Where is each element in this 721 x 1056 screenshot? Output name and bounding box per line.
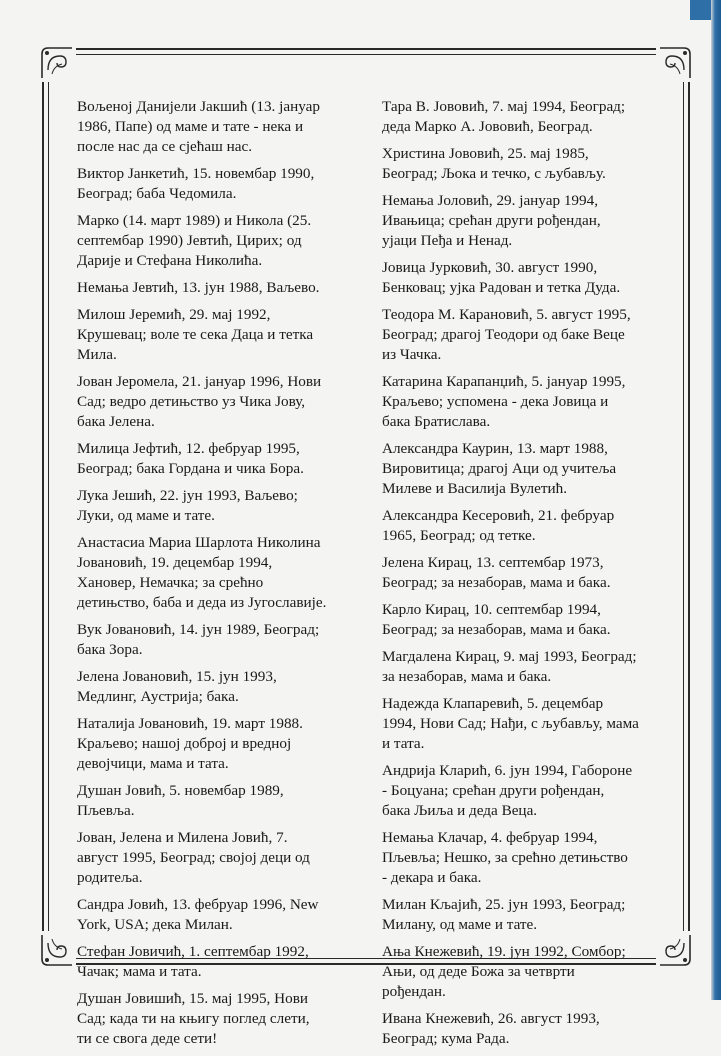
entry-line: ујаци Пеђа и Ненад.	[382, 232, 513, 250]
entry-line: Јован, Јелена и Милена Јовић, 7.	[77, 829, 288, 846]
entry-line: бака Јелена.	[77, 413, 155, 431]
dedication-entry	[77, 164, 373, 204]
entry-line: из Чачка.	[382, 346, 442, 364]
dedication-entry	[382, 828, 672, 889]
page-edge	[711, 0, 721, 1000]
corner-ornament-icon	[38, 44, 76, 82]
entry-line: Александра Каурин, 13. март 1988,	[382, 440, 608, 458]
dedication-entry	[382, 258, 672, 298]
entry-line: Вољеној Данијели Јакшић (13. јануар	[77, 98, 320, 115]
entry-line: Сад; када ти на књигу поглед слети,	[77, 1010, 310, 1028]
dedication-entry	[382, 694, 672, 755]
dedication-entry	[382, 191, 672, 252]
entry-line: Карло Кирац, 10. септембар 1994,	[382, 600, 601, 618]
entry-line: Немања Клачар, 4. фебруар 1994,	[382, 829, 598, 846]
entry-line: Луки, од маме и тате.	[77, 507, 215, 525]
entry-line: Јовановић, 19. децембар 1994,	[77, 554, 273, 572]
entry-line: Немања Јевтић, 13. јун 1988, Ваљево.	[77, 279, 320, 297]
dedication-entry	[77, 211, 373, 272]
dedication-entry	[77, 97, 373, 158]
entry-line: Ањи, од деде Божа за четврти	[382, 963, 575, 981]
entry-line: Надежда Клапаревић, 5. децембар	[382, 694, 604, 712]
entry-line: Јован Јеромела, 21. јануар 1996, Нови	[77, 372, 322, 390]
entry-line: бака Братислава.	[382, 413, 491, 431]
left-column	[77, 97, 373, 1056]
dedication-entry	[77, 895, 373, 935]
entry-line: Милеве и Василија Вулетић.	[382, 480, 568, 498]
entry-line: Катарина Карапанџић, 5. јануар 1995,	[382, 372, 626, 390]
dedication-entry	[77, 989, 373, 1050]
entry-line: Бенковац; ујка Радован и тетка Дуда.	[382, 279, 621, 297]
entry-line: Христина Јововић, 25. мај 1985,	[382, 144, 589, 162]
dedication-entry	[382, 600, 672, 640]
entry-line: за незаборав, мама и бака.	[382, 668, 552, 686]
entry-line: Медлинг, Аустрија; бака.	[77, 688, 239, 706]
entry-line: Теодора М. Карановић, 5. август 1995,	[382, 305, 631, 323]
dedication-entry	[382, 506, 672, 546]
dedication-entry	[77, 828, 373, 889]
dedication-entry	[382, 895, 672, 935]
dedication-entry	[382, 553, 672, 593]
right-column	[382, 97, 672, 1056]
entry-line: Јелена Јовановић, 15. јун 1993,	[77, 668, 277, 686]
dedication-entry	[77, 372, 373, 433]
entry-line: 1965, Београд; од тетке.	[382, 527, 536, 545]
dedication-entry	[77, 620, 373, 660]
entry-line: родитеља.	[77, 869, 143, 887]
entry-line: Душан Јовишић, 15. мај 1995, Нови	[77, 989, 309, 1007]
entry-line: Анастасиа Мариа Шарлота Николина	[77, 533, 321, 551]
dedication-entry	[77, 278, 373, 298]
entry-line: Јовица Јурковић, 30. август 1990,	[382, 258, 598, 276]
dedication-entry	[382, 97, 672, 137]
dedication-entry	[382, 761, 672, 822]
entry-line: после нас да се сјећаш нас.	[77, 138, 253, 156]
entry-line: и тата.	[382, 735, 425, 753]
entry-line: Тара В. Јововић, 7. мај 1994, Београд;	[382, 98, 626, 115]
entry-line: Немања Јоловић, 29. јануар 1994,	[382, 191, 599, 209]
dedication-entry	[77, 305, 373, 366]
entry-line: - Боцуана; срећан други рођендан,	[382, 782, 605, 800]
entry-line: Милица Јефтић, 12. фебруар 1995,	[77, 440, 300, 458]
dedication-entry	[77, 942, 373, 982]
entry-line: Милош Јеремић, 29. мај 1992,	[77, 305, 271, 323]
entry-line: Лука Јешић, 22. јун 1993, Ваљево;	[77, 486, 298, 504]
entry-line: Ивана Кнежевић, 26. август 1993,	[382, 1010, 600, 1028]
entry-line: Београд; за незаборав, мама и бака.	[382, 621, 611, 639]
dedication-entry	[77, 667, 373, 707]
entry-line: Крушевац; воле те сека Даца и тетка	[77, 326, 314, 344]
entry-line: септембар 1990) Јевтић, Цирих; од	[77, 232, 302, 250]
corner-ornament-icon	[656, 44, 694, 82]
dedication-entry	[382, 144, 672, 184]
entry-line: Чачак; мама и тата.	[77, 963, 202, 981]
dedication-entry	[382, 305, 672, 366]
entry-line: девојчици, мама и тата.	[77, 755, 229, 773]
dedication-entry	[77, 714, 373, 775]
entry-line: Душан Јовић, 5. новембар 1989,	[77, 782, 284, 800]
entry-line: деда Марко А. Јововић, Београд.	[382, 118, 593, 136]
entry-line: ти се свога деде сети!	[77, 1030, 218, 1048]
dedication-entry	[382, 1009, 672, 1049]
dedication-entry	[77, 486, 373, 526]
entry-line: 1986, Папе) од маме и тате - нека и	[77, 118, 304, 136]
entry-line: рођендан.	[382, 983, 446, 1001]
entry-line: Мила.	[77, 346, 117, 364]
entry-line: детињство, баба и деда из Југославије.	[77, 594, 327, 612]
entry-line: Београд; за незаборав, мама и бака.	[382, 574, 611, 592]
entry-line: Краљево; нашој доброј и вредној	[77, 735, 292, 753]
entry-line: Вук Јовановић, 14. јун 1989, Београд;	[77, 621, 320, 639]
dedication-entry	[382, 647, 672, 687]
entry-line: York, USA; дека Милан.	[77, 916, 233, 934]
entry-line: Београд; Љока и течко, с љубављу.	[382, 165, 606, 183]
entry-line: Београд; драгој Теодори од баке Веце	[382, 326, 625, 344]
entry-line: Сандра Јовић, 13. фебруар 1996, New	[77, 896, 319, 914]
entry-line: Магдалена Кирац, 9. мај 1993, Београд;	[382, 647, 637, 665]
entry-line: Хановер, Немачка; за срећно	[77, 574, 264, 592]
entry-line: Ивањица; срећан други рођендан,	[382, 212, 601, 230]
entry-line: Пљевља; Нешко, за срећно детињство	[382, 849, 628, 867]
entry-line: Београд; баба Чедомила.	[77, 185, 237, 203]
entry-line: Сад; ведро детињство уз Чика Јову,	[77, 393, 306, 411]
dedication-entry	[77, 439, 373, 479]
entry-line: Београд; кума Рада.	[382, 1030, 510, 1048]
entry-line: Виктор Јанкетић, 15. новембар 1990,	[77, 165, 315, 183]
dedication-entry	[382, 372, 672, 433]
entry-line: бака Зора.	[77, 641, 143, 659]
entry-line: Андрија Кларић, 6. јун 1994, Габороне	[382, 761, 633, 779]
entry-line: Марко (14. март 1989) и Никола (25.	[77, 212, 312, 230]
entry-line: Наталија Јовановић, 19. март 1988.	[77, 714, 303, 732]
entry-line: Београд; бака Гордана и чика Бора.	[77, 460, 304, 478]
entry-line: Вировитица; драгој Аци од учитеља	[382, 460, 617, 478]
entry-line: 1994, Нови Сад; Нађи, с љубављу, мама	[382, 714, 639, 732]
entry-line: август 1995, Београд; својој деци од	[77, 849, 310, 867]
dedication-entry	[382, 942, 672, 1003]
entry-line: Ања Кнежевић, 19. јун 1992, Сомбор;	[382, 943, 626, 961]
entry-line: - декара и бака.	[382, 869, 482, 887]
entry-line: Милану, од маме и тате.	[382, 916, 538, 934]
entry-line: Јелена Кирац, 13. септембар 1973,	[382, 554, 604, 572]
entry-line: Краљево; успомена - дека Јовица и	[382, 393, 609, 411]
entry-line: бака Љиља и деда Веца.	[382, 802, 538, 820]
entry-line: Дарије и Стефана Николића.	[77, 252, 263, 270]
entry-line: Пљевља.	[77, 802, 135, 820]
entry-line: Милан Кљајић, 25. јун 1993, Београд;	[382, 896, 626, 914]
dedication-entry	[77, 781, 373, 821]
entry-line: Александра Кесеровић, 21. фебруар	[382, 507, 615, 525]
corner-ornament-icon	[38, 931, 76, 969]
dedication-entry	[382, 439, 672, 500]
entry-line: Стефан Јовичић, 1. септембар 1992,	[77, 943, 309, 961]
dedication-entry	[77, 533, 373, 614]
